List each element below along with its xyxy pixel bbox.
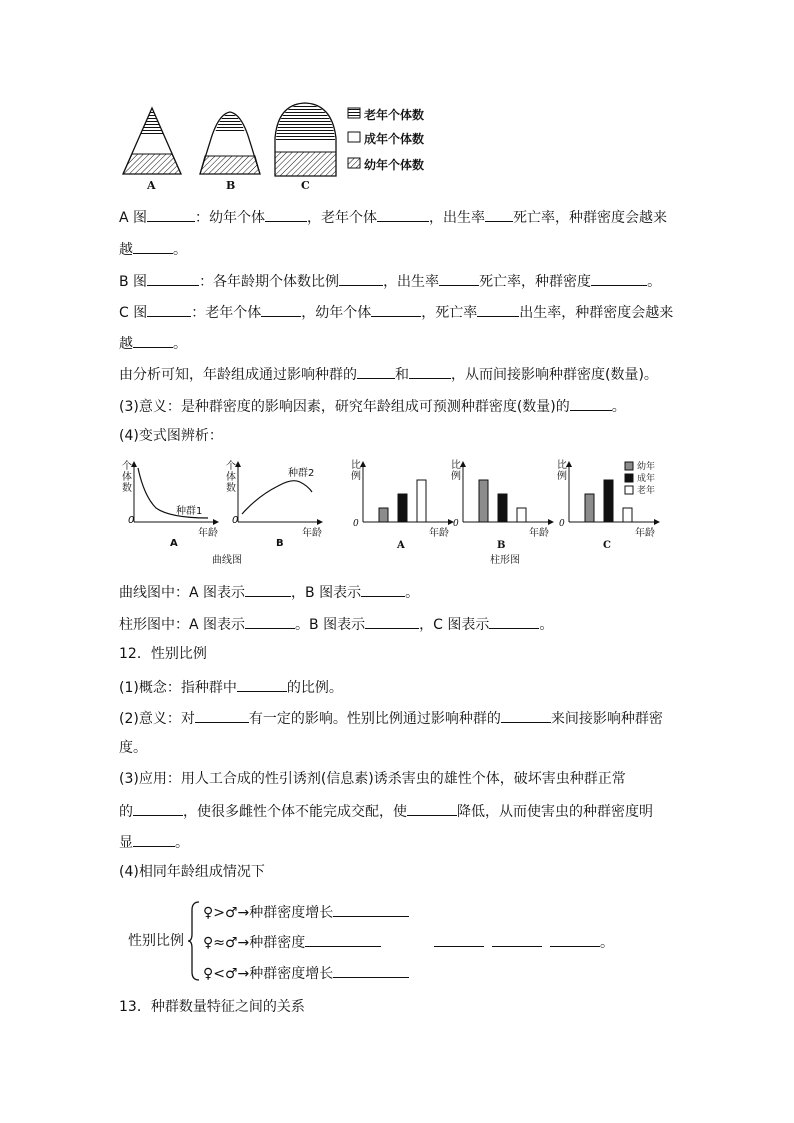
blank[interactable] bbox=[407, 800, 457, 816]
bar-a-2 bbox=[417, 480, 426, 522]
line-s12-sig-2: 度。 bbox=[119, 740, 147, 756]
blank[interactable] bbox=[133, 831, 175, 847]
bar-chart-c-ylabel: 比 bbox=[557, 460, 567, 471]
curve-b-xlabel: 年龄 bbox=[302, 528, 322, 539]
bar-b-0 bbox=[479, 480, 488, 522]
blank[interactable] bbox=[147, 270, 199, 286]
bar-b-2 bbox=[517, 508, 526, 522]
blank[interactable] bbox=[195, 707, 249, 723]
blank[interactable] bbox=[265, 206, 307, 222]
blank[interactable] bbox=[339, 270, 383, 286]
curve-b-ylabel: 个体数 bbox=[226, 461, 236, 494]
bar-b-1 bbox=[498, 494, 507, 522]
bar-chart-c-xlabel: 年龄 bbox=[635, 528, 655, 539]
blank[interactable] bbox=[361, 581, 405, 597]
bar-chart-b-ylabel: 例 bbox=[451, 471, 461, 482]
bar-chart-b-xlabel: 年龄 bbox=[529, 528, 549, 539]
curve-b-origin: 0 bbox=[232, 515, 239, 526]
curve-b-series: 种群2 bbox=[288, 468, 315, 479]
bar-legend-label-1: 成年 bbox=[637, 474, 656, 484]
curve-a-sublabel: A bbox=[170, 538, 178, 549]
blank[interactable] bbox=[147, 301, 191, 317]
sex-row-1: ♀>♂→种群密度增长 bbox=[203, 901, 409, 923]
blank[interactable] bbox=[570, 395, 612, 411]
blank[interactable] bbox=[485, 206, 513, 222]
bar-chart-c-ylabel: 例 bbox=[557, 471, 567, 482]
bar-chart-title: 柱形图 bbox=[490, 555, 520, 566]
curve-b-sublabel: B bbox=[276, 538, 284, 549]
line-c-1: C 图 ：老年个体 ，幼年个体 ，死亡率 出生率，种群密度会越来 bbox=[119, 301, 673, 323]
sex-row-3: ♀<♂→种群密度增长 bbox=[203, 962, 409, 984]
curve-species2 bbox=[242, 481, 312, 514]
bar-chart-b-origin: 0 bbox=[453, 519, 459, 529]
blank[interactable] bbox=[133, 800, 183, 816]
bar-chart-b-ylabel: 比 bbox=[451, 460, 461, 471]
curve-a-ylabel: 个体数 bbox=[122, 461, 132, 494]
blank[interactable] bbox=[357, 363, 395, 379]
bar-legend-label-2: 老年 bbox=[637, 486, 656, 496]
blank[interactable] bbox=[591, 270, 647, 286]
curve-a-xlabel: 年龄 bbox=[198, 528, 218, 539]
bar-chart-a-ylabel: 例 bbox=[351, 471, 361, 482]
bar-chart-a-ylabel: 比 bbox=[351, 460, 361, 471]
line-s12-app-1: (3)应用：用人工合成的性引诱剂(信息素)诱杀害虫的雄性个体，破坏害虫种群正常 bbox=[119, 771, 626, 787]
blank[interactable] bbox=[377, 206, 429, 222]
legend-adult-swatch bbox=[348, 132, 360, 142]
blank[interactable] bbox=[333, 962, 409, 978]
blank[interactable] bbox=[305, 931, 381, 947]
pyramid-label-b: B bbox=[226, 179, 236, 192]
pyramid-label-c: C bbox=[301, 179, 310, 192]
bar-charts bbox=[345, 456, 675, 566]
blank[interactable] bbox=[133, 332, 173, 348]
line-c-2: 越 。 bbox=[119, 332, 187, 354]
blank[interactable] bbox=[365, 613, 419, 629]
pyramid-c bbox=[275, 103, 336, 176]
sex-ratio-label: 性别比例 bbox=[128, 933, 184, 949]
line-analysis: 由分析可知，年龄组成通过影响种群的 和 ，从而间接影响种群密度(数量)。 bbox=[119, 363, 658, 385]
blank[interactable] bbox=[477, 301, 519, 317]
brace bbox=[187, 900, 201, 982]
line-variant: (4)变式图辨析： bbox=[119, 428, 223, 444]
bar-a-0 bbox=[379, 508, 388, 522]
pyramid-b bbox=[200, 112, 260, 174]
legend-old-label: 老年个体数 bbox=[364, 108, 425, 122]
blank[interactable] bbox=[333, 901, 409, 917]
bar-legend-label-0: 幼年 bbox=[637, 462, 656, 472]
blank[interactable] bbox=[261, 301, 301, 317]
line-s12-app-2: 的 ，使很多雌性个体不能完成交配，使 降低，从而使害虫的种群密度明 bbox=[119, 800, 653, 822]
blank[interactable] bbox=[550, 931, 600, 947]
line-b-1: B 图 ：各年龄期个体数比例 ，出生率 死亡率，种群密度 。 bbox=[119, 270, 661, 292]
legend-young-label: 幼年个体数 bbox=[364, 158, 425, 172]
line-s12-sig-1: (2)意义：对 有一定的影响。性别比例通过影响种群的 来间接影响种群密 bbox=[119, 707, 663, 729]
bar-chart-a-origin: 0 bbox=[353, 519, 359, 529]
sex-row-2: ♀≈♂→种群密度 bbox=[203, 931, 381, 953]
section-12-title: 12．性别比例 bbox=[119, 646, 207, 662]
bar-chart-a-xlabel: 年龄 bbox=[429, 528, 449, 539]
legend-old-swatch bbox=[348, 108, 360, 118]
blank[interactable] bbox=[237, 676, 287, 692]
blank[interactable] bbox=[492, 931, 542, 947]
bar-c-2 bbox=[623, 508, 632, 522]
line-curve-q: 曲线图中：A 图表示 ，B 图表示 。 bbox=[119, 581, 419, 603]
bar-c-1 bbox=[604, 480, 613, 522]
line-s12-concept: (1)概念：指种群中 的比例。 bbox=[119, 676, 343, 698]
legend-young-swatch bbox=[348, 158, 360, 168]
legend-adult-label: 成年个体数 bbox=[364, 132, 425, 146]
line-s12-age: (4)相同年龄组成情况下 bbox=[119, 864, 265, 880]
blank[interactable] bbox=[371, 301, 421, 317]
curve-a-origin: 0 bbox=[128, 515, 135, 526]
pyramid-a bbox=[123, 108, 181, 174]
blank[interactable] bbox=[501, 707, 551, 723]
blank[interactable] bbox=[147, 206, 195, 222]
blank[interactable] bbox=[133, 238, 173, 254]
sex-row-2-blanks: 。 bbox=[434, 931, 614, 953]
line-significance: (3)意义：是种群密度的影响因素，研究年龄组成可预测种群密度(数量)的 。 bbox=[119, 395, 626, 417]
line-a-1: A 图 ：幼年个体 ，老年个体 ，出生率 死亡率，种群密度会越来 bbox=[119, 206, 667, 228]
bar-c-0 bbox=[585, 494, 594, 522]
blank[interactable] bbox=[434, 931, 484, 947]
bar-chart-b-label: B bbox=[497, 540, 506, 551]
curve-caption: 曲线图 bbox=[212, 555, 242, 566]
bar-a-1 bbox=[398, 494, 407, 522]
bar-legend-swatch-2 bbox=[625, 486, 633, 494]
bar-legend-swatch-0 bbox=[625, 462, 633, 470]
blank[interactable] bbox=[489, 613, 539, 629]
bar-chart-c-origin: 0 bbox=[559, 519, 565, 529]
bar-chart-c-label: C bbox=[603, 540, 611, 551]
blank[interactable] bbox=[245, 613, 295, 629]
bar-legend-swatch-1 bbox=[625, 474, 633, 482]
curve-a-series: 种群1 bbox=[176, 506, 203, 517]
blank[interactable] bbox=[409, 363, 451, 379]
section-13-title: 13．种群数量特征之间的关系 bbox=[119, 999, 305, 1015]
blank[interactable] bbox=[245, 581, 291, 597]
pyramid-label-a: A bbox=[147, 179, 156, 192]
line-bar-q: 柱形图中：A 图表示 。B 图表示 ，C 图表示 。 bbox=[119, 613, 553, 635]
line-a-2: 越 。 bbox=[119, 238, 187, 260]
bar-chart-a-label: A bbox=[397, 540, 405, 551]
blank[interactable] bbox=[439, 270, 479, 286]
line-s12-app-3: 显 。 bbox=[119, 831, 189, 853]
